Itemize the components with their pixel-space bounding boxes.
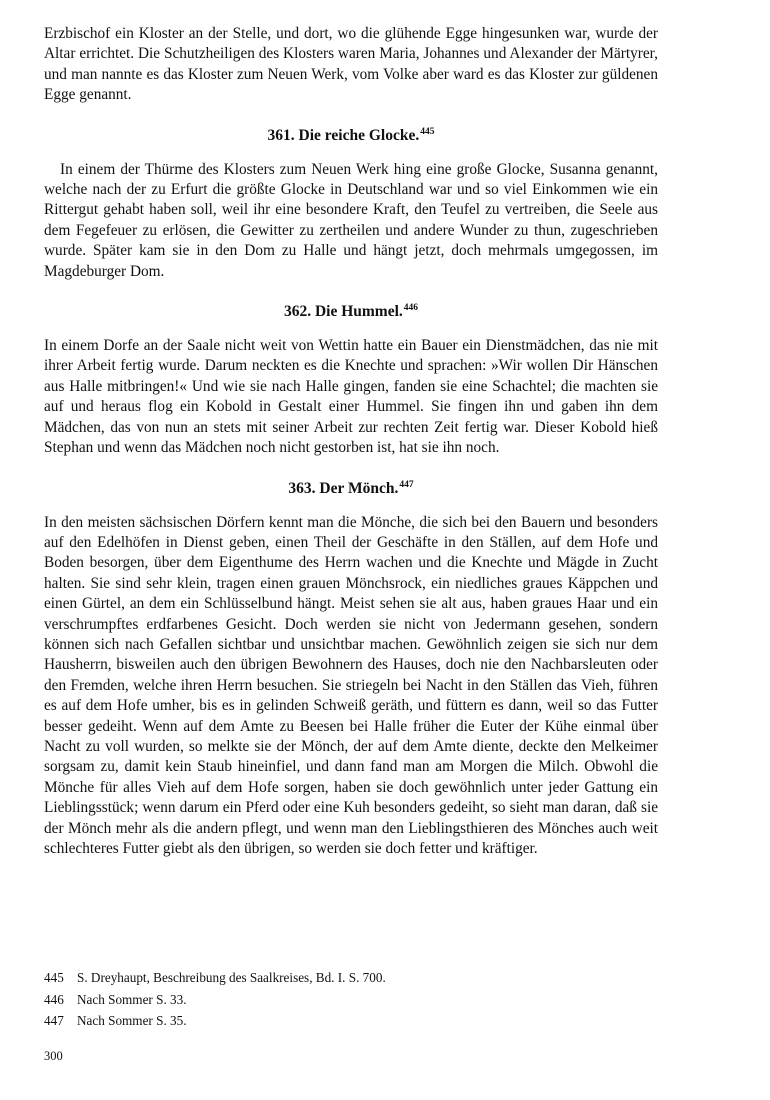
footnote-ref[interactable]: 446 bbox=[403, 303, 419, 314]
page-body bbox=[44, 24, 658, 859]
section-heading-363 bbox=[44, 479, 658, 499]
footnote-ref[interactable]: 445 bbox=[420, 126, 435, 137]
footnote-446 bbox=[44, 989, 658, 1011]
footnote-ref[interactable]: 447 bbox=[399, 479, 414, 490]
section-title: 361. Die reiche Glocke. bbox=[267, 126, 420, 144]
section-text-361: In einem der Thürme des Klosters zum Neuen Werk hing eine große Glocke, Susanna genannt, welche nach der zu Erfurt die größte Glocke in Deutschland war und so viel Einkommen wie ein Rittergut gehabt haben soll, weil ihr eine besondere Kraft, den Teufel zu vertreiben, die Seele aus dem Fegefeuer zu erlösen, die Gewitter zu zertheilen und andere Wunder zu thun, zugeschrieben wurde. Später kam sie in den Dom zu Halle und hängt jetzt, doch mehrmals umgegossen, im Magdeburger Dom. bbox=[44, 160, 658, 280]
footnote-445 bbox=[44, 967, 658, 989]
footnote-number: 445 bbox=[44, 970, 64, 985]
section-text-362: In einem Dorfe an der Saale nicht weit von Wettin hatte ein Bauer ein Dienstmädchen, das nie mit ihrer Arbeit fertig wurde. Darum neckten es die Knechte und sprachen: »Wir wollen Dir Hänschen aus Halle mitbringen!« Und wie sie nach Halle gingen, fanden sie eine Schachtel; die machten sie auf und heraus flog ein Kobold in Gestalt einer Hummel. Sie fingen ihn und gaben ihn dem Mädchen, das von nun an stets mit seiner Arbeit zur rechten Zeit fertig war. Dieser Kobold hieß Stephan und wenn das Mädchen noch nicht gestorben ist, hat sie ihn noch. bbox=[44, 337, 658, 457]
footnote-text: Nach Sommer S. 35. bbox=[77, 1013, 187, 1028]
section-title: 363. Der Mönch. bbox=[288, 479, 399, 497]
footnote-number: 447 bbox=[44, 1013, 64, 1028]
intro-paragraph: Erzbischof ein Kloster an der Stelle, und dort, wo die glühende Egge hingesunken war, wurde der Altar errichtet. Die Schutzheiligen des Klosters waren Maria, Johannes und Alexander der Märtyrer, und man nannte es das Kloster zum Neuen Werk, vom Volke aber ward es das Kloster zur güldenen Egge genannt. bbox=[44, 25, 658, 104]
section-heading-362 bbox=[44, 302, 658, 322]
footnotes bbox=[44, 967, 658, 1032]
footnote-text: S. Dreyhaupt, Beschreibung des Saalkreises, Bd. I. S. 700. bbox=[77, 970, 386, 985]
footnote-number: 446 bbox=[44, 991, 64, 1007]
section-heading-361 bbox=[44, 126, 658, 146]
section-text-363: In den meisten sächsischen Dörfern kennt man die Mönche, die sich bei den Bauern und besonders auf den Edelhöfen in Dienst geben, einen Theil der Geschäfte in den Ställen, auf dem Hofe und Boden besorgen, über dem Eigenthume des Herrn wachen und die Knechte und Mägde in Zucht halten. Sie sind sehr klein, tragen einen grauen Mönchsrock, ein niedliches graues Käppchen und einen Gürtel, an dem ein Schlüsselbund hängt. Meist sehen sie alt aus, haben graues Haar und ein verschrumpftes erdfarbenes Gesicht. Doch werden sie nicht von Jedermann gesehen, sondern können sich nach Gefallen sichtbar und unsichtbar machen. Gewöhnlich zeigen sie sich nur dem Hausherrn, bisweilen auch den übrigen Bewohnern des Hauses, doch nie den Nachbarsleuten oder den Fremden, welche ihren Herrn besuchen. Sie striegeln bei Nacht in den Ställen das Vieh, führen es auf dem Hofe umher, bis es in gelinden Schweiß geräth, und füttern es dann, weil so das Futter besser gedeiht. Wenn auf dem Amte zu Beesen bei Halle früher die Euter der Kühe einmal über Nacht zu voll wurden, so melkte sie der Mönch, der auf dem Amte diente, deckte den Melkeimer sorgsam zu, damit kein Staub hineinfiel, und dann fand man am Morgen die Milch. Obwohl die Mönche für alles Vieh auf dem Hofe sorgen, haben sie doch gewöhnlich unter jeder Gattung ein Lieblingsstück; wenn darum ein Pferd oder eine Kuh besonders gedeiht, so sieht man daran, daß sie der Mönch mehr als die andern pflegt, und wenn man den Lieblingsthieren des Mönches auch weit schlechteres Futter giebt als den übrigen, so werden sie doch fetter und kräftiger. bbox=[44, 513, 658, 857]
footnote-text: Nach Sommer S. 33. bbox=[77, 991, 187, 1007]
page-number: 300 bbox=[44, 1049, 63, 1063]
section-title: 362. Die Hummel. bbox=[283, 303, 403, 321]
footnote-447 bbox=[44, 1010, 658, 1032]
